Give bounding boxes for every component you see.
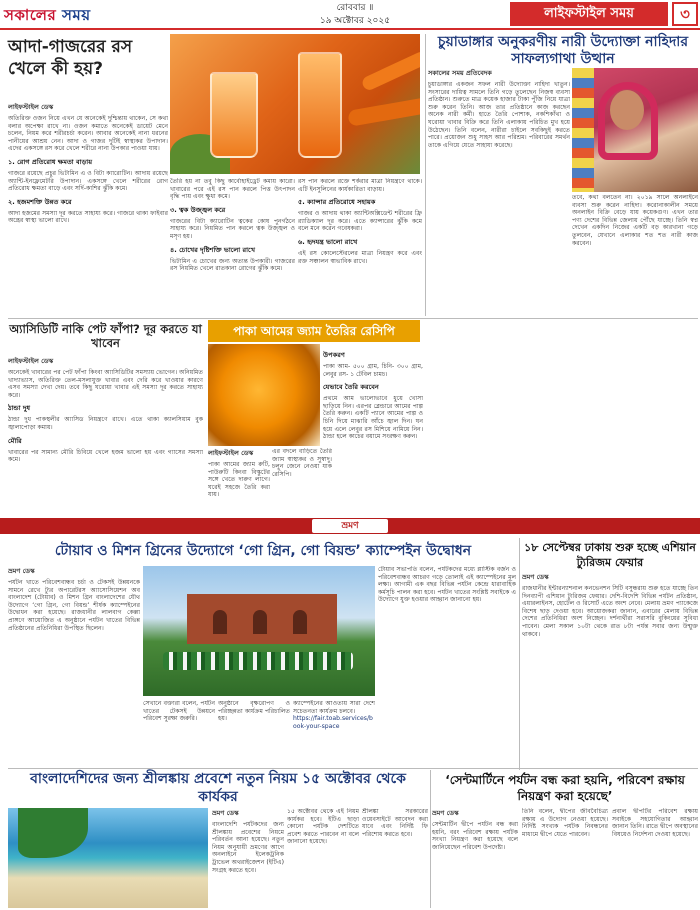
group-photo-shape (163, 652, 353, 670)
travel-section-band (0, 518, 700, 534)
lalbagh-fort-photo (143, 566, 375, 696)
body-text: চুয়াডাঙ্গার একজন সফল নারী উদ্যোক্তা নাহিদা খাতুন। সংসারের দায়িত্ব সামলে তিনি গড়ে তুলেছেন নিজস্ব ব্যবসা প্রতিষ্ঠান। শুরুতে মাত্র কয়েক হাজার টাকা পুঁজি নিয়ে যাত্রা শুরু করেন তিনি। আজ তার প্রতিষ্ঠানে কাজ করছেন অনেক নারী কর্মী। হাতে তৈরি পোশাক, নকশিকাঁথা ও ঘরোয়া খাবার বিক্রি করে তিনি এলাকায় পরিচিত মুখ হয়ে উঠেছেন। তিনি বলেন, নারীরা চাইলে সবকিছুই করতে পারে। প্রয়োজন শুধু সাহস আর পরিশ্রম। পরিবারের সমর্থন তাকে এগিয়ে যেতে সাহায্য করেছে। (428, 81, 570, 149)
carrot-shape (347, 97, 420, 127)
body-text: তিনি বলেন, দ্বীপের জীববৈচিত্র্য রক্ষায় এ উদ্যোগ নেওয়া হয়েছে। নির্দিষ্ট সংখ্যক পর্যটক নিবন্ধনের মাধ্যমে দ্বীপে যেতে পারবেন। (522, 808, 608, 838)
byline: ভ্রমণ ডেস্ক (432, 809, 459, 817)
carrot-shape (360, 50, 420, 92)
glass-shape (210, 72, 258, 158)
method-text: প্রথমে আম ভালোভাবে ধুয়ে খোসা ছাড়িয়ে নিন। এরপর ব্লেন্ডারে আমের পাল্প তৈরি করুন। একটি প্যানে আমের পাল্প ও চিনি দিয়ে মাঝারি আঁচে জ্বাল দিন। ঘন হয়ে এলে লেবুর রস মিশিয়ে নামিয়ে নিন। ঠান্ডা হলে কাচের বয়ামে সংরক্ষণ করুন। (323, 395, 423, 441)
arch-shape (293, 610, 307, 634)
byline: লাইফস্টাইল ডেস্ক (8, 357, 54, 365)
body-text: অনেকেই খাবারের পর পেট ফাঁপা কিংবা অ্যাসিডিটির সমস্যায় ভোগেন। অনিয়মিত খাদ্যাভ্যাস, অতিরিক্ত তেল-মসলাযুক্ত খাবার এবং দেরি করে খাওয়ার কারণে এসব সমস্যা দেখা দেয়। তবে কিছু ঘরোয়া খাবার এই সমস্যা দূর করতে সাহায্য করে। (8, 369, 203, 399)
column-divider (425, 34, 426, 316)
article-6-column-1 (522, 572, 698, 772)
article-2-column-1 (428, 68, 570, 313)
article-6-headline[interactable]: ১৮ সেপ্টেম্বর ঢাকায় শুরু হচ্ছে এশিয়ান ট্যুরিজম ফেয়ার (524, 541, 696, 569)
body-text: আদা হজমের সমস্যা দূর করতে সাহায্য করে। গাজরে থাকা ফাইবার অন্ত্রের স্বাস্থ্য ভালো রাখে। (8, 209, 168, 225)
beach-photo (8, 808, 208, 908)
subhead: ২. হজমশক্তি উন্নত করে (8, 197, 72, 206)
article-5-headline[interactable]: টোয়াব ও মিশন গ্রিনের উদ্যোগে ‘গো গ্রিন, গো বিয়ন্ড’ ক্যাম্পেইন উদ্বোধন (54, 543, 472, 559)
body-text: রস পান করলে রক্তে শর্করার মাত্রা নিয়ন্ত্রণে থাকে। এটি ইনসুলিনের কার্যকারিতা বাড়ায়। (298, 178, 422, 193)
arch-shape (253, 610, 267, 634)
subhead: মৌরি (8, 436, 22, 445)
byline: সকালের সময় প্রতিবেদক (428, 69, 492, 77)
article-8-column-3 (612, 808, 698, 908)
ingredients-text: পাকা আম- ৫০০ গ্রাম, চিনি- ৩০০ গ্রাম, লেবুর রস- ১ টেবিল চামচ। (323, 363, 423, 378)
body-text: ভিটামিন এ চোখের জন্য অত্যন্ত উপকারী। গাজরের রস নিয়মিত খেলে রাতকানা রোগের ঝুঁকি কমে। (170, 257, 295, 273)
article-1-headline[interactable]: আদা-গাজরের রস খেলে কী হয়? (8, 37, 133, 79)
body-text: পর্যটন খাতে পরিবেশবান্ধব চর্চা ও টেকসই উন্নয়নকে সামনে রেখে ট্যুর অপারেটরস অ্যাসোসিয়েশন অব বাংলাদেশ (টোয়াব) ও মিশন গ্রিন বাংলাদেশের যৌথ উদ্যোগে ‘গো গ্রিন, গো বিয়ন্ড’ শীর্ষক ক্যাম্পেইনের উদ্বোধন করা হয়েছে। রাজধানীর লালবাগ কেল্লা প্রাঙ্গণে আয়োজিত এ অনুষ্ঠানে পর্যটন খাতের বিভিন্ন প্রতিষ্ঠানের প্রতিনিধিরা উপস্থিত ছিলেন। (8, 579, 140, 632)
body-text: খাবারের পর সামান্য মৌরি চিবিয়ে খেলে হজম ভালো হয় এবং গ্যাসের সমস্যা কমে। (8, 448, 203, 464)
body-text: এর বদলে বাড়িতে তৈরি জ্যাম স্বাস্থ্যকর ও সুস্বাদু। চলুন জেনে নেওয়া যাক রেসিপি। (272, 448, 332, 478)
article-5-column-3 (218, 700, 290, 766)
subhead: ৪. চোখের দৃষ্টিশক্তি ভালো রাখে (170, 245, 256, 254)
body-text: গাজরের বিটা ক্যারোটিন ত্বকের কোষ পুনর্গঠনে সাহায্য করে। নিয়মিত পান করলে ত্বক উজ্জ্বল ও মসৃণ হয়। (170, 217, 295, 240)
article-1-column-1 (8, 102, 168, 317)
body-text: রাজধানীর ইন্টারন্যাশনাল কনভেনশন সিটি বসুন্ধরায় শুরু হতে যাচ্ছে তিন দিনব্যাপী এশিয়ান ট্যুরিজম ফেয়ার। দেশি-বিদেশি বিভিন্ন পর্যটন প্রতিষ্ঠান, এয়ারলাইনস, হোটেল ও রিসোর্ট এতে অংশ নেবে। মেলায় ভ্রমণ প্যাকেজে বিশেষ ছাড় দেওয়া হবে। আয়োজকরা জানান, এবারের মেলায় বিভিন্ন দেশের প্রতিনিধিরা অংশ নিচ্ছেন। দর্শনার্থীরা সরাসরি বুকিংয়ের সুবিধা পাবেন। মেলা সকাল ১০টা থেকে রাত ৮টা পর্যন্ত সবার জন্য উন্মুক্ত থাকবে। (522, 585, 698, 638)
palm-shape (18, 808, 88, 858)
issue-date (300, 2, 410, 28)
face-shape (610, 90, 644, 130)
article-8-headline[interactable]: ‘সেন্টমার্টিনে পর্যটন বন্ধ করা হয়নি, পরিবেশ রক্ষায় নিয়ন্ত্রণ করা হয়েছে’ (445, 773, 685, 803)
subhead: ৫. ক্যান্সার প্রতিরোধে সহায়ক (298, 198, 376, 207)
byline: লাইফস্টাইল ডেস্ক (8, 103, 54, 111)
article-1-column-3 (298, 178, 422, 318)
arch-shape (213, 610, 227, 634)
article-5-column-2 (143, 700, 215, 766)
body-text: গাজরে রয়েছে প্রচুর ভিটামিন এ ও বিটা ক্যারোটিন। আদায় রয়েছে অ্যান্টি-ইনফ্লেমেটরি উপাদান। একসঙ্গে খেলে শরীরের রোগ প্রতিরোধ ক্ষমতা বাড়ে এবং সর্দি-কাশির ঝুঁকি কমে। (8, 169, 168, 193)
article-4-column-1 (208, 448, 270, 518)
newspaper-logo[interactable] (4, 3, 114, 27)
shelf-shape (572, 68, 594, 192)
logo-part-2: সময় (61, 6, 91, 24)
article-7-headline[interactable]: বাংলাদেশিদের জন্য শ্রীলঙ্কায় প্রবেশে নতুন নিয়ম ১৫ অক্টোবর থেকে কার্যকর (30, 771, 406, 805)
byline: ভ্রমণ ডেস্ক (522, 573, 549, 581)
body-text: ১৫ অক্টোবর থেকে এই নিয়ম কার্যকর হবে। ইটিএ ছাড়া কোনো পর্যটক দেশটিতে প্রবেশ করতে পারবেন না বলে জানানো হয়েছে। (287, 808, 359, 846)
masthead (0, 0, 700, 30)
byline: ভ্রমণ ডেস্ক (8, 567, 35, 575)
section-label[interactable]: ভ্রমণ (312, 519, 388, 533)
body-text: অনুষ্ঠানে বৃক্ষরোপণ ও পরিচ্ছন্নতা কার্যক্রম পরিচালিত হয়। (218, 700, 290, 723)
body-text: অতিরিক্ত ওজন নিয়ে এখন যে অনেকেই দুশ্চিন্তায় থাকেন, সে কথা বলার অপেক্ষা রাখে না। ওজন কমাতে অনেকেই ডায়েট মেনে চলেন, নিয়ম করে শরীরচর্চা করেন। আবার অনেকেই নানা ধরনের পানীয়ের আশ্রয় নেন। আদা ও গাজর দুটিই স্বাস্থ্যকর উপাদান। এদের একসঙ্গে রস করে খেলে শরীরে নানা উপকার পাওয়া যায়। (8, 115, 168, 153)
article-3-column-1 (8, 356, 203, 466)
article-7-column-2 (287, 808, 359, 908)
date: ১৯ অক্টোবর ২০২৫ (319, 16, 391, 26)
body-text: এই রস কোলেস্টেরলের মাত্রা নিয়ন্ত্রণ করে এবং রক্ত সঞ্চালন স্বাভাবিক রাখে। (298, 249, 422, 265)
column-divider (430, 770, 431, 908)
article-7-column-3 (362, 808, 428, 908)
article-3-headline[interactable]: অ্যাসিডিটি নাকি পেট ফাঁপা? দূর করতে যা খাবেন (9, 322, 202, 350)
method-heading: যেভাবে তৈরি করবেন (323, 383, 379, 392)
subhead: ৬. হৃদযন্ত্র ভালো রাখে (298, 237, 358, 246)
subhead: ৩. ত্বক উজ্জ্বল করে (170, 205, 226, 214)
ingredients-heading: উপকরণ (323, 351, 345, 359)
body-text: প্রবাল দ্বীপটির পরিবেশ রক্ষায় সবাইকে সহযোগিতার আহ্বান জানান তিনি। রাতে দ্বীপে অবস্থানের বিষয়েও নির্দেশনা দেওয়া হয়েছে। (612, 808, 698, 838)
body-text: তবে, কথা বলতেন না। ২০১৯ সালে অনলাইনে ব্যবসা শুরু করেন নাহিদা। করোনাকালীন সময়ে অনলাইন বিক্রি বেড়ে যায় কয়েকগুণ। এখন তার পণ্য দেশের বিভিন্ন জেলায় পৌঁছে যাচ্ছে। তিনি স্বপ্ন দেখেন একদিন নিজের একটি বড় কারখানা গড়ে তুলবেন, যেখানে এলাকার শত শত নারী কাজ করবেন। (572, 194, 698, 247)
body-text: বাংলাদেশি পর্যটকদের জন্য শ্রীলঙ্কায় প্রবেশের নিয়মে পরিবর্তন আনা হয়েছে। নতুন নিয়ম অনুযায়ী ভ্রমণের আগে অনলাইনে ইলেকট্রনিক ট্রাভেল অথরাইজেশন (ইটিএ) সংগ্রহ করতে হবে। (212, 821, 284, 874)
article-7-column-1 (212, 808, 284, 908)
entrepreneur-photo (572, 68, 698, 192)
byline: লাইফস্টাইল ডেস্ক (208, 449, 254, 457)
article-4-headline[interactable]: পাকা আমের জ্যাম তৈরির রেসিপি (208, 320, 420, 342)
row-divider (8, 318, 698, 319)
article-5-column-4 (293, 700, 375, 766)
body-text: শ্রীলঙ্কা সরকারের ওয়েবসাইটে আবেদন করা যাবে এবং নির্দিষ্ট ফি পরিশোধ করতে হবে। (362, 808, 428, 838)
body-text: তৈরি হয় না তবু কিছু কার্বোহাইড্রেট কমায় কারো। খাবারের পরে এই রস পান করলে পিত্ত উৎপাদন বৃদ্ধি পায় এবং ক্ষুধা কমে। (170, 178, 295, 201)
body-text: টোয়াব সভাপতি বলেন, পর্যটকদের মধ্যে প্লাস্টিক বর্জন ও পরিবেশবান্ধব আচরণ গড়ে তোলাই এই ক্যাম্পেইনের মূল লক্ষ্য। আগামী এক বছর বিভিন্ন পর্যটন কেন্দ্রে ধারাবাহিক কর্মসূচি পালন করা হবে। পর্যটন খাতের সংশ্লিষ্ট সবাইকে এ উদ্যোগে যুক্ত হওয়ার আহ্বান জানানো হয়। (378, 566, 516, 604)
article-2-column-2 (572, 194, 698, 314)
subhead: ১. রোগ প্রতিরোধ ক্ষমতা বাড়ায় (8, 157, 93, 166)
logo-part-1: সকালের (4, 6, 57, 24)
article-2-headline[interactable]: চুয়াডাঙ্গার অনুকরণীয় নারী উদ্যোক্তা নাহিদার সাফল্যগাথা উত্থান (437, 34, 689, 67)
body-text: ক্যাম্পেইনের আওতায় সারা দেশে সচেতনতা কার্যক্রম চলবে। (293, 700, 375, 715)
section-banner: লাইফস্টাইল সময় (510, 2, 668, 26)
article-8-column-2 (522, 808, 608, 908)
body-text: সেখানে বক্তারা বলেন, পর্যটন খাতের টেকসই উন্নয়নে পরিবেশ সুরক্ষা জরুরি। (143, 700, 215, 723)
article-5-column-5 (378, 566, 516, 766)
body-text: সেন্টমার্টিন দ্বীপে পর্যটন বন্ধ করা হয়নি, বরং পরিবেশ রক্ষায় পর্যটক সংখ্যা নিয়ন্ত্রণ করা হয়েছে বলে জানিয়েছেন পরিবেশ উপদেষ্টা। (432, 821, 518, 851)
byline: ভ্রমণ ডেস্ক (212, 809, 239, 817)
body-text: ঠান্ডা দুধ পাকস্থলীর অ্যাসিড নিয়ন্ত্রণে রাখে। এতে থাকা ক্যালসিয়াম বুক জ্বালাপোড়া কমায়। (8, 416, 203, 431)
article-8-column-1 (432, 808, 518, 908)
page-number: ৩ (672, 2, 698, 26)
body-text: গাজর ও আদায় থাকা অ্যান্টিঅক্সিডেন্ট শরীরের ফ্রি র‍্যাডিক্যাল দূর করে। এতে ক্যান্সারের ঝুঁকি কমে বলে মনে করেন গবেষকরা। (298, 210, 422, 233)
article-5-column-1 (8, 566, 140, 766)
weekday: রোববার ॥ (336, 3, 374, 13)
juice-photo (170, 34, 420, 174)
column-divider (519, 538, 520, 770)
mango-jam-photo (208, 344, 320, 446)
row-divider (8, 768, 698, 769)
glass-shape (298, 52, 342, 158)
article-1-column-2 (170, 178, 295, 318)
article-4-column-3 (323, 346, 423, 516)
body-text: পাকা আমের জ্যাম রুটি, পাউরুটি কিংবা বিস্কুটের সঙ্গে খেতে দারুণ লাগে। ঘরেই সহজে তৈরি করা যায়। (208, 461, 270, 499)
subhead: ঠান্ডা দুধ (8, 404, 31, 413)
booking-link[interactable]: https://fair.toab.services/book-your-space (293, 715, 373, 730)
